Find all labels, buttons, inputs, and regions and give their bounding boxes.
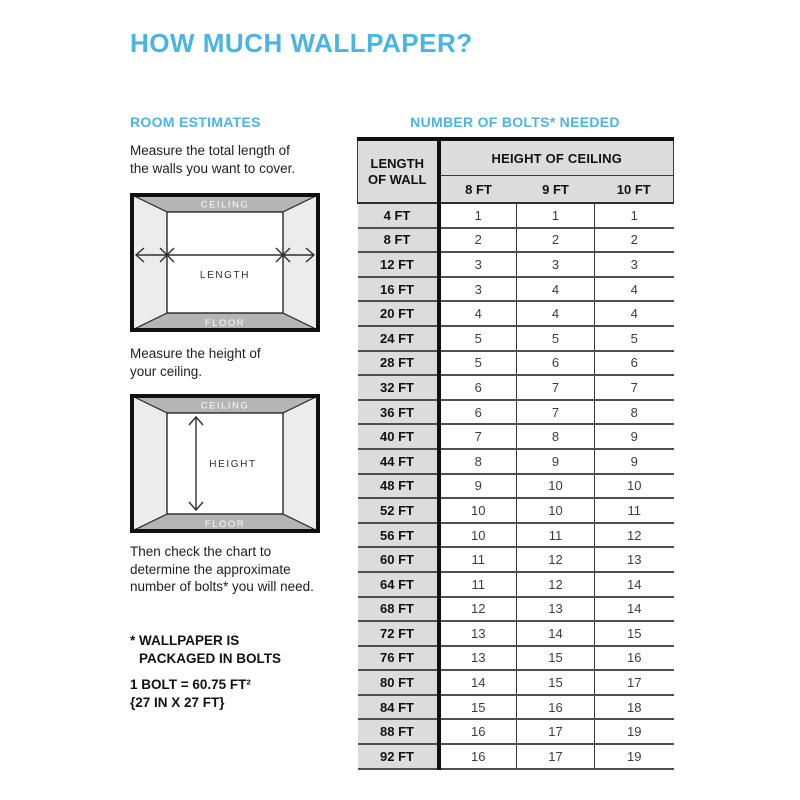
bolt-count-cell: 4 [595,277,674,302]
bolt-count-cell: 13 [595,547,674,572]
table-row [358,228,674,253]
table-row [358,621,674,646]
bolt-count-cell: 11 [595,498,674,523]
ceiling-label: CEILING [200,400,250,412]
text-line: OF WALL [368,171,427,187]
wall-length-cell: 52 FT [358,498,439,523]
bolt-count-cell: 6 [439,400,517,425]
table-row [358,547,674,572]
bolt-count-cell: 7 [439,424,517,449]
table-header-row [358,139,674,176]
table-row [358,375,674,400]
table-row [358,449,674,474]
bolt-count-cell: 15 [517,646,595,671]
wall-length-cell: 88 FT [358,719,439,744]
wall-length-cell: 84 FT [358,695,439,720]
bolt-count-cell: 3 [439,252,517,277]
check-chart-instruction [130,543,350,596]
bolt-count-cell: 17 [595,670,674,695]
wall-length-cell: 80 FT [358,670,439,695]
text-line: {27 IN X 27 FT} [130,694,225,710]
text-line: Measure the total length of [130,143,290,158]
wall-length-cell: 24 FT [358,326,439,351]
bolt-count-cell: 8 [595,400,674,425]
wall-length-cell: 28 FT [358,351,439,376]
bolt-count-cell: 6 [517,351,595,376]
table-row [358,498,674,523]
right-wall-face [283,396,318,531]
bolt-count-cell: 7 [517,375,595,400]
bolt-count-cell: 4 [439,301,517,326]
wall-length-cell: 92 FT [358,744,439,769]
wall-length-cell: 12 FT [358,252,439,277]
bolt-count-cell: 5 [439,351,517,376]
measure-height-instruction [130,345,350,380]
wall-length-cell: 40 FT [358,424,439,449]
table-row [358,326,674,351]
bolt-count-cell: 3 [517,252,595,277]
wall-length-cell: 44 FT [358,449,439,474]
measure-length-instruction [130,142,350,177]
bolt-count-cell: 17 [517,744,595,769]
height-of-ceiling-header: HEIGHT OF CEILING [439,139,674,176]
table-row [358,695,674,720]
text-line: LENGTH [370,155,424,171]
bolt-count-cell: 11 [439,572,517,597]
ceiling-10ft-header: 10 FT [595,176,674,204]
text-line: number of bolts* you will need. [130,579,314,595]
table-row [358,646,674,671]
bolt-count-cell: 16 [439,744,517,769]
bolt-count-cell: 10 [439,498,517,523]
bolt-count-cell: 9 [595,449,674,474]
footnote-bolts [130,632,350,667]
wall-length-cell: 32 FT [358,375,439,400]
bolts-needed-heading: NUMBER OF BOLTS* NEEDED [410,114,620,130]
bolt-count-cell: 4 [517,301,595,326]
bolt-count-cell: 7 [517,400,595,425]
bolt-count-cell: 17 [517,719,595,744]
wall-length-cell: 4 FT [358,203,439,228]
bolt-count-cell: 2 [439,228,517,253]
wall-length-cell: 60 FT [358,547,439,572]
bolt-count-cell: 12 [595,523,674,548]
bolt-count-cell: 4 [517,277,595,302]
ceiling-9ft-header: 9 FT [517,176,595,204]
bolt-count-cell: 1 [595,203,674,228]
text-line: * WALLPAPER IS [130,633,240,648]
bolt-count-cell: 12 [517,572,595,597]
bolt-count-cell: 14 [595,597,674,622]
table-row [358,719,674,744]
bolt-count-cell: 11 [439,547,517,572]
bolt-count-cell: 7 [595,375,674,400]
wall-length-cell: 48 FT [358,474,439,499]
wall-length-cell: 68 FT [358,597,439,622]
bolt-count-cell: 19 [595,719,674,744]
table-row [358,203,674,228]
bolt-count-cell: 5 [595,326,674,351]
bolt-count-cell: 2 [595,228,674,253]
text-line: your ceiling. [130,363,203,379]
bolt-count-cell: 15 [517,670,595,695]
bolt-count-cell: 11 [517,523,595,548]
bolt-count-cell: 6 [439,375,517,400]
page-title: HOW MUCH WALLPAPER? [130,28,473,58]
bolt-count-cell: 13 [439,646,517,671]
left-wall-face [132,195,167,330]
left-wall-face [132,396,167,531]
wall-length-cell: 64 FT [358,572,439,597]
wall-length-cell: 20 FT [358,301,439,326]
text-line: the walls you want to cover. [130,160,296,176]
bolt-count-cell: 14 [517,621,595,646]
bolt-count-cell: 3 [595,252,674,277]
length-dimension-label: LENGTH [199,270,251,281]
bolt-count-cell: 19 [595,744,674,769]
room-estimates-heading: ROOM ESTIMATES [130,114,261,130]
bolt-count-cell: 5 [439,326,517,351]
table-row [358,523,674,548]
text-line: PACKAGED IN BOLTS [139,650,282,666]
bolt-count-cell: 1 [439,203,517,228]
bolt-count-cell: 1 [517,203,595,228]
wall-length-cell: 72 FT [358,621,439,646]
text-line: 1 BOLT = 60.75 FT² [130,677,251,692]
wall-length-cell: 8 FT [358,228,439,253]
ceiling-label: CEILING [200,199,250,211]
table-row [358,252,674,277]
floor-label: FLOOR [204,519,246,530]
room-length-diagram [130,193,320,332]
bolt-count-cell: 16 [439,719,517,744]
bolt-count-cell: 9 [439,474,517,499]
bolt-count-cell: 12 [439,597,517,622]
bolt-count-cell: 13 [517,597,595,622]
bolt-count-cell: 9 [517,449,595,474]
table-row [358,424,674,449]
text-line: Measure the height of [130,346,261,361]
bolt-count-cell: 12 [517,547,595,572]
table-row [358,277,674,302]
bolt-count-cell: 10 [517,498,595,523]
text-line: determine the approximate [130,561,291,577]
bolt-count-cell: 2 [517,228,595,253]
table-row [358,572,674,597]
table-row [358,301,674,326]
floor-label: FLOOR [204,318,246,329]
text-line: Then check the chart to [130,544,272,559]
bolt-count-cell: 18 [595,695,674,720]
table-row [358,597,674,622]
bolt-count-cell: 14 [595,572,674,597]
bolt-count-cell: 4 [595,301,674,326]
room-height-diagram [130,394,320,533]
ceiling-8ft-header: 8 FT [439,176,517,204]
bolt-count-cell: 14 [439,670,517,695]
table-row [358,400,674,425]
wall-length-cell: 36 FT [358,400,439,425]
bolt-count-cell: 10 [517,474,595,499]
bolt-count-cell: 15 [439,695,517,720]
bolt-count-cell: 9 [595,424,674,449]
height-dimension-label: HEIGHT [209,459,257,470]
footnote-bolt-size [130,676,350,711]
bolt-count-cell: 10 [595,474,674,499]
bolt-count-cell: 8 [517,424,595,449]
bolts-table [357,137,674,770]
bolt-count-cell: 8 [439,449,517,474]
bolt-count-cell: 16 [595,646,674,671]
bolt-count-cell: 6 [595,351,674,376]
table-row [358,474,674,499]
wall-length-cell: 56 FT [358,523,439,548]
bolt-count-cell: 3 [439,277,517,302]
right-wall-face [283,195,318,330]
table-row [358,351,674,376]
bolt-count-cell: 16 [517,695,595,720]
wall-length-cell: 16 FT [358,277,439,302]
bolt-count-cell: 10 [439,523,517,548]
table-row [358,744,674,769]
table-row [358,670,674,695]
back-wall [167,212,283,313]
bolt-count-cell: 15 [595,621,674,646]
length-of-wall-header [358,139,439,203]
wall-length-cell: 76 FT [358,646,439,671]
bolt-count-cell: 5 [517,326,595,351]
bolt-count-cell: 13 [439,621,517,646]
